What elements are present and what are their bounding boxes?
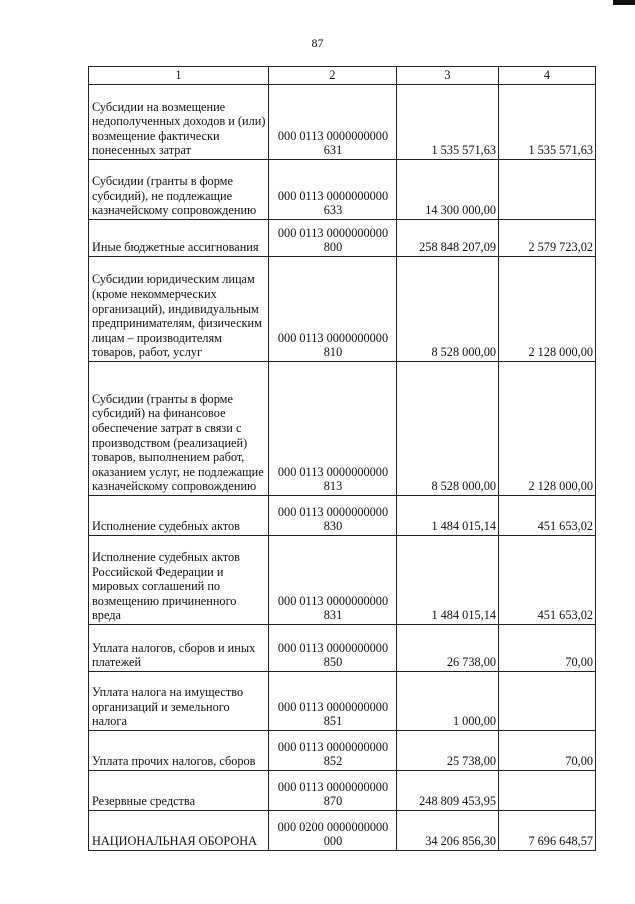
row-code: [269, 160, 397, 220]
code-bottom: 813: [323, 479, 343, 494]
row-col4: 2 128 000,00: [499, 362, 596, 496]
code-top: 000 0113 0000000000: [277, 640, 389, 655]
code-top: 000 0113 0000000000: [277, 128, 389, 143]
code-top: 000 0113 0000000000: [277, 504, 389, 519]
code-bottom: 850: [323, 655, 343, 670]
row-name: Уплата налога на имущество организаций и земельного налога: [89, 672, 269, 731]
table-header-row: [89, 67, 596, 85]
row-name: Резервные средства: [89, 771, 269, 811]
row-col4: 70,00: [499, 625, 596, 672]
code-bottom: 633: [323, 203, 343, 218]
row-col3: 1 000,00: [397, 672, 499, 731]
row-col4: 2 128 000,00: [499, 257, 596, 362]
row-col3: 1 535 571,63: [397, 85, 499, 160]
page-number: 87: [311, 36, 324, 50]
row-col3: 25 738,00: [397, 731, 499, 771]
code-top: 000 0113 0000000000: [277, 464, 389, 479]
column-header-4: 4: [499, 67, 596, 85]
code-top: 000 0113 0000000000: [277, 188, 389, 203]
row-col3: 8 528 000,00: [397, 362, 499, 496]
code-bottom: 830: [323, 519, 343, 534]
row-col4: 70,00: [499, 731, 596, 771]
budget-table: [88, 66, 596, 851]
code-bottom: 631: [323, 143, 343, 158]
column-header-2: 2: [269, 67, 397, 85]
row-col3: 34 206 856,30: [397, 811, 499, 851]
row-col4: [499, 672, 596, 731]
row-code: [269, 536, 397, 625]
row-col3: 258 848 207,09: [397, 220, 499, 257]
row-col3: 1 484 015,14: [397, 536, 499, 625]
table-row: [89, 362, 596, 496]
row-code: [269, 496, 397, 536]
row-col3: 248 809 453,95: [397, 771, 499, 811]
table-row: [89, 771, 596, 811]
row-name: Уплата налогов, сборов и иных платежей: [89, 625, 269, 672]
row-code: [269, 362, 397, 496]
row-col3: 8 528 000,00: [397, 257, 499, 362]
row-name: Уплата прочих налогов, сборов: [89, 731, 269, 771]
row-name: Субсидии (гранты в форме субсидий), не подлежащие казначейскому сопровождению: [89, 160, 269, 220]
table-row: [89, 625, 596, 672]
table-row: [89, 811, 596, 851]
row-col3: 26 738,00: [397, 625, 499, 672]
row-code: [269, 625, 397, 672]
row-code: [269, 257, 397, 362]
row-name: Субсидии на возмещение недополученных доходов и (или) возмещение фактически понесенных затрат: [89, 85, 269, 160]
row-col4: 1 535 571,63: [499, 85, 596, 160]
row-col4: 451 653,02: [499, 496, 596, 536]
row-name: Субсидии юридическим лицам (кроме некоммерческих организаций), индивидуальным предпринимателям, физическим лицам – производителям товаров, работ, услуг: [89, 257, 269, 362]
row-code: [269, 811, 397, 851]
code-top: 000 0200 0000000000: [277, 819, 389, 834]
table-row: [89, 257, 596, 362]
code-bottom: 851: [323, 714, 343, 729]
code-top: 000 0113 0000000000: [277, 699, 389, 714]
code-top: 000 0113 0000000000: [277, 330, 389, 345]
table-row: [89, 731, 596, 771]
row-name: НАЦИОНАЛЬНАЯ ОБОРОНА: [89, 811, 269, 851]
column-header-3: 3: [397, 67, 499, 85]
table-row: [89, 536, 596, 625]
row-col4: 2 579 723,02: [499, 220, 596, 257]
row-name: Иные бюджетные ассигнования: [89, 220, 269, 257]
row-col4: 451 653,02: [499, 536, 596, 625]
row-col3: 1 484 015,14: [397, 496, 499, 536]
table-row: [89, 160, 596, 220]
row-code: [269, 672, 397, 731]
row-code: [269, 85, 397, 160]
row-code: [269, 731, 397, 771]
row-col4: 7 696 648,57: [499, 811, 596, 851]
code-bottom: 800: [323, 240, 343, 255]
row-col4: [499, 771, 596, 811]
table-row: [89, 220, 596, 257]
table-row: [89, 672, 596, 731]
table-row: [89, 85, 596, 160]
code-bottom: 000: [323, 834, 343, 849]
row-col4: [499, 160, 596, 220]
code-bottom: 810: [323, 345, 343, 360]
row-name: Исполнение судебных актов: [89, 496, 269, 536]
code-top: 000 0113 0000000000: [277, 593, 389, 608]
code-bottom: 831: [323, 608, 343, 623]
row-code: [269, 220, 397, 257]
table-row: [89, 496, 596, 536]
corner-mark: [613, 0, 635, 5]
code-bottom: 852: [323, 754, 343, 769]
row-col3: 14 300 000,00: [397, 160, 499, 220]
row-code: [269, 771, 397, 811]
code-top: 000 0113 0000000000: [277, 739, 389, 754]
row-name: Субсидии (гранты в форме субсидий) на финансовое обеспечение затрат в связи с производством (реализацией) товаров, выполнением работ, оказанием услуг, не подлежащие казначейскому сопровождению: [89, 362, 269, 496]
row-name: Исполнение судебных актов Российской Федерации и мировых соглашений по возмещению причиненного вреда: [89, 536, 269, 625]
code-bottom: 870: [323, 794, 343, 809]
column-header-1: 1: [89, 67, 269, 85]
code-top: 000 0113 0000000000: [277, 225, 389, 240]
code-top: 000 0113 0000000000: [277, 779, 389, 794]
